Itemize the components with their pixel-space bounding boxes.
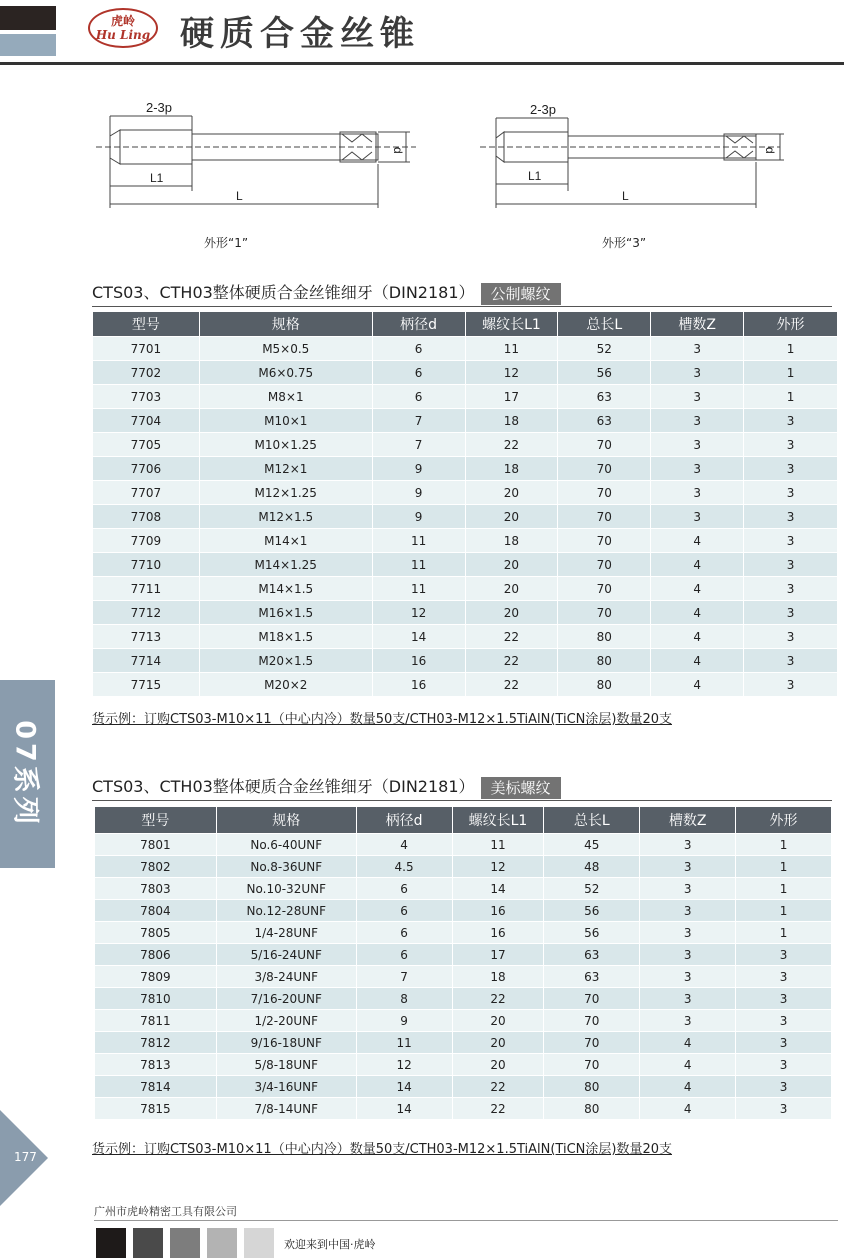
table-cell: 4 bbox=[640, 1032, 736, 1054]
table-cell: M6×0.75 bbox=[199, 361, 372, 385]
table-cell: 7803 bbox=[95, 878, 217, 900]
table-cell: 22 bbox=[452, 1076, 544, 1098]
table-cell: 4 bbox=[651, 601, 744, 625]
table-cell: 16 bbox=[372, 673, 465, 697]
table-cell: 3 bbox=[651, 457, 744, 481]
table-cell: 22 bbox=[465, 433, 558, 457]
diagram-1-l-label: L bbox=[236, 189, 243, 203]
table-cell: M5×0.5 bbox=[199, 337, 372, 361]
table-cell: 63 bbox=[558, 385, 651, 409]
table-cell: 14 bbox=[356, 1076, 452, 1098]
table-row bbox=[95, 966, 832, 988]
table-cell: 9 bbox=[372, 481, 465, 505]
table-cell: 3 bbox=[640, 922, 736, 944]
table-cell: 12 bbox=[452, 856, 544, 878]
table-cell: 7/8-14UNF bbox=[216, 1098, 356, 1120]
table-cell: 7809 bbox=[95, 966, 217, 988]
section-2-order-note: 货示例：订购CTS03-M10×11（中心内冷）数量50支/CTH03-M12×1.5TiAlN(TiCN涂层)数量20支 bbox=[92, 1142, 672, 1157]
table-cell: 80 bbox=[558, 649, 651, 673]
table-cell: 7802 bbox=[95, 856, 217, 878]
table-cell: 9 bbox=[372, 457, 465, 481]
table-cell: M14×1 bbox=[199, 529, 372, 553]
table-cell: 3 bbox=[744, 649, 838, 673]
color-swatch bbox=[96, 1228, 126, 1258]
table-cell: 7806 bbox=[95, 944, 217, 966]
table-cell: 20 bbox=[452, 1010, 544, 1032]
table-row bbox=[93, 361, 838, 385]
table-cell: 7812 bbox=[95, 1032, 217, 1054]
table-cell: M10×1.25 bbox=[199, 433, 372, 457]
table-cell: 7814 bbox=[95, 1076, 217, 1098]
table-cell: 70 bbox=[558, 553, 651, 577]
table-row bbox=[95, 856, 832, 878]
table-cell: 11 bbox=[465, 337, 558, 361]
table-cell: 3 bbox=[736, 1032, 832, 1054]
table-cell: 70 bbox=[558, 457, 651, 481]
footer-company: 广州市虎岭精密工具有限公司 bbox=[94, 1205, 237, 1218]
diagram-3-caption: 外形“3” bbox=[602, 236, 647, 250]
table-cell: 70 bbox=[558, 601, 651, 625]
table-cell: 6 bbox=[372, 385, 465, 409]
table-cell: 7702 bbox=[93, 361, 200, 385]
table-cell: 3 bbox=[744, 433, 838, 457]
table-cell: 7811 bbox=[95, 1010, 217, 1032]
table-cell: 14 bbox=[452, 878, 544, 900]
column-header: 型号 bbox=[95, 807, 217, 834]
table-cell: 6 bbox=[356, 922, 452, 944]
section-1-tag: 公制螺纹 bbox=[481, 283, 561, 305]
table-cell: 63 bbox=[544, 944, 640, 966]
table-header-row bbox=[95, 807, 832, 834]
section-2-title bbox=[92, 774, 561, 799]
table-row bbox=[95, 922, 832, 944]
table-cell: M12×1.25 bbox=[199, 481, 372, 505]
table-cell: 7 bbox=[372, 409, 465, 433]
table-row bbox=[93, 505, 838, 529]
footer-rule bbox=[94, 1220, 838, 1221]
table-cell: 17 bbox=[452, 944, 544, 966]
table-cell: 7707 bbox=[93, 481, 200, 505]
table-row bbox=[95, 834, 832, 856]
table-cell: M14×1.25 bbox=[199, 553, 372, 577]
table-cell: M8×1 bbox=[199, 385, 372, 409]
table-cell: 17 bbox=[465, 385, 558, 409]
section-2-rule bbox=[92, 800, 832, 801]
logo-cn: 虎岭 bbox=[110, 14, 135, 28]
table-row bbox=[95, 878, 832, 900]
table-cell: 3 bbox=[651, 385, 744, 409]
table-cell: 3 bbox=[736, 944, 832, 966]
table-cell: 3 bbox=[651, 409, 744, 433]
table-cell: 3 bbox=[640, 944, 736, 966]
table-cell: 1/2-20UNF bbox=[216, 1010, 356, 1032]
table-row bbox=[93, 553, 838, 577]
table-cell: 7711 bbox=[93, 577, 200, 601]
table-cell: 7/16-20UNF bbox=[216, 988, 356, 1010]
table-cell: 4 bbox=[640, 1076, 736, 1098]
table-cell: 4 bbox=[651, 673, 744, 697]
table-cell: 3 bbox=[651, 505, 744, 529]
table-cell: 16 bbox=[452, 922, 544, 944]
table-cell: M18×1.5 bbox=[199, 625, 372, 649]
table-cell: No.10-32UNF bbox=[216, 878, 356, 900]
table-cell: 16 bbox=[372, 649, 465, 673]
table-row bbox=[93, 433, 838, 457]
table-cell: 12 bbox=[356, 1054, 452, 1076]
table-cell: 7713 bbox=[93, 625, 200, 649]
table-cell: 3 bbox=[744, 481, 838, 505]
table-row bbox=[95, 1076, 832, 1098]
table-cell: 3 bbox=[744, 625, 838, 649]
table-cell: 18 bbox=[465, 409, 558, 433]
table-cell: M12×1 bbox=[199, 457, 372, 481]
series-side-tab bbox=[0, 680, 55, 868]
table-cell: M16×1.5 bbox=[199, 601, 372, 625]
section-1-title bbox=[92, 280, 561, 305]
table-cell: 20 bbox=[452, 1032, 544, 1054]
table-cell: 7715 bbox=[93, 673, 200, 697]
table-cell: 63 bbox=[544, 966, 640, 988]
table-row bbox=[93, 649, 838, 673]
table-cell: 20 bbox=[465, 505, 558, 529]
table-cell: 3 bbox=[651, 361, 744, 385]
table-row bbox=[93, 625, 838, 649]
table-cell: 6 bbox=[356, 944, 452, 966]
table-cell: 5/16-24UNF bbox=[216, 944, 356, 966]
footer-welcome: 欢迎来到中国·虎岭 bbox=[284, 1238, 376, 1251]
table-cell: 3 bbox=[736, 966, 832, 988]
table-row bbox=[93, 409, 838, 433]
table-cell: 7701 bbox=[93, 337, 200, 361]
table-cell: 56 bbox=[544, 922, 640, 944]
table-cell: 3 bbox=[640, 1010, 736, 1032]
table-cell: 7708 bbox=[93, 505, 200, 529]
table-cell: 80 bbox=[544, 1098, 640, 1120]
column-header: 规格 bbox=[216, 807, 356, 834]
table-cell: 3 bbox=[744, 601, 838, 625]
table-header-row bbox=[93, 312, 838, 337]
table-cell: 3 bbox=[744, 673, 838, 697]
table-cell: 3 bbox=[736, 1010, 832, 1032]
table-cell: 3 bbox=[651, 337, 744, 361]
table-cell: 20 bbox=[465, 481, 558, 505]
table-row bbox=[95, 944, 832, 966]
table-cell: 4 bbox=[640, 1054, 736, 1076]
section-2-tag: 美标螺纹 bbox=[481, 777, 561, 799]
table-cell: 56 bbox=[558, 361, 651, 385]
table-cell: 7 bbox=[372, 433, 465, 457]
table-cell: 3 bbox=[640, 966, 736, 988]
diagram-1-d-label: d bbox=[391, 147, 405, 154]
table-cell: M12×1.5 bbox=[199, 505, 372, 529]
table-row bbox=[93, 577, 838, 601]
table-cell: 7710 bbox=[93, 553, 200, 577]
table-cell: 7714 bbox=[93, 649, 200, 673]
diagram-3-pitch-label: 2-3p bbox=[530, 102, 557, 117]
table-cell: 1/4-28UNF bbox=[216, 922, 356, 944]
unf-thread-table bbox=[94, 806, 832, 1120]
table-cell: 3 bbox=[640, 878, 736, 900]
table-cell: 11 bbox=[356, 1032, 452, 1054]
table-cell: 70 bbox=[544, 1054, 640, 1076]
table-cell: 3 bbox=[736, 1054, 832, 1076]
page-title: 硬质合金丝锥 bbox=[180, 14, 420, 54]
table-row bbox=[95, 1032, 832, 1054]
table-cell: 5/8-18UNF bbox=[216, 1054, 356, 1076]
table-cell: 4 bbox=[651, 577, 744, 601]
table-cell: 20 bbox=[465, 577, 558, 601]
table-cell: 6 bbox=[372, 337, 465, 361]
table-cell: M20×1.5 bbox=[199, 649, 372, 673]
table-cell: 3 bbox=[744, 505, 838, 529]
color-swatch bbox=[244, 1228, 274, 1258]
table-cell: 7801 bbox=[95, 834, 217, 856]
table-row bbox=[95, 1054, 832, 1076]
table-cell: 1 bbox=[744, 337, 838, 361]
table-cell: 1 bbox=[744, 361, 838, 385]
table-row bbox=[93, 529, 838, 553]
table-cell: M20×2 bbox=[199, 673, 372, 697]
table-cell: 3 bbox=[651, 481, 744, 505]
column-header: 外形 bbox=[744, 312, 838, 337]
color-swatch bbox=[170, 1228, 200, 1258]
table-cell: 11 bbox=[452, 834, 544, 856]
table-cell: 56 bbox=[544, 900, 640, 922]
table-cell: 3 bbox=[744, 457, 838, 481]
table-row bbox=[93, 601, 838, 625]
table-cell: No.6-40UNF bbox=[216, 834, 356, 856]
column-header: 槽数Z bbox=[640, 807, 736, 834]
table-cell: 22 bbox=[465, 673, 558, 697]
table-cell: 20 bbox=[465, 601, 558, 625]
series-label: 07系列 bbox=[9, 720, 40, 828]
table-cell: 3 bbox=[744, 577, 838, 601]
table-cell: 22 bbox=[465, 649, 558, 673]
header-bar-dark bbox=[0, 6, 56, 30]
table-cell: 7810 bbox=[95, 988, 217, 1010]
table-cell: 70 bbox=[558, 505, 651, 529]
logo-en: Hu Ling bbox=[95, 28, 151, 42]
column-header: 外形 bbox=[736, 807, 832, 834]
header-rule bbox=[0, 62, 844, 65]
color-swatch bbox=[133, 1228, 163, 1258]
table-cell: 70 bbox=[558, 577, 651, 601]
table-row bbox=[93, 481, 838, 505]
table-cell: 7705 bbox=[93, 433, 200, 457]
table-cell: 16 bbox=[452, 900, 544, 922]
table-cell: 12 bbox=[465, 361, 558, 385]
table-cell: 7703 bbox=[93, 385, 200, 409]
column-header: 柄径d bbox=[372, 312, 465, 337]
table-cell: 3 bbox=[640, 856, 736, 878]
section-1-rule bbox=[92, 306, 832, 307]
table-cell: 7815 bbox=[95, 1098, 217, 1120]
table-cell: 45 bbox=[544, 834, 640, 856]
table-cell: 3/4-16UNF bbox=[216, 1076, 356, 1098]
table-cell: 22 bbox=[465, 625, 558, 649]
table-cell: 4 bbox=[651, 553, 744, 577]
table-cell: 4 bbox=[651, 529, 744, 553]
table-cell: 4 bbox=[356, 834, 452, 856]
table-cell: 48 bbox=[544, 856, 640, 878]
column-header: 型号 bbox=[93, 312, 200, 337]
table-cell: 7805 bbox=[95, 922, 217, 944]
table-cell: 7712 bbox=[93, 601, 200, 625]
table-cell: 70 bbox=[558, 433, 651, 457]
table-cell: 70 bbox=[558, 481, 651, 505]
table-cell: 22 bbox=[452, 1098, 544, 1120]
column-header: 螺纹长L1 bbox=[465, 312, 558, 337]
table-cell: 6 bbox=[372, 361, 465, 385]
table-cell: 70 bbox=[544, 1032, 640, 1054]
table-cell: 1 bbox=[736, 900, 832, 922]
table-cell: 70 bbox=[558, 529, 651, 553]
table-row bbox=[95, 1098, 832, 1120]
table-cell: 6 bbox=[356, 900, 452, 922]
column-header: 螺纹长L1 bbox=[452, 807, 544, 834]
table-cell: 63 bbox=[558, 409, 651, 433]
column-header: 规格 bbox=[199, 312, 372, 337]
header-bar-light bbox=[0, 34, 56, 56]
table-cell: 9/16-18UNF bbox=[216, 1032, 356, 1054]
table-cell: 52 bbox=[544, 878, 640, 900]
diagram-1-pitch-label: 2-3p bbox=[146, 100, 173, 115]
table-cell: 3 bbox=[744, 529, 838, 553]
table-cell: 7709 bbox=[93, 529, 200, 553]
table-row bbox=[93, 337, 838, 361]
table-cell: 20 bbox=[452, 1054, 544, 1076]
table-cell: 18 bbox=[465, 529, 558, 553]
table-cell: 3 bbox=[736, 1076, 832, 1098]
column-header: 柄径d bbox=[356, 807, 452, 834]
table-row bbox=[95, 1010, 832, 1032]
table-cell: 11 bbox=[372, 553, 465, 577]
table-cell: 1 bbox=[736, 856, 832, 878]
table-cell: 4 bbox=[640, 1098, 736, 1120]
table-cell: 8 bbox=[356, 988, 452, 1010]
section-2-title-text: CTS03、CTH03整体硬质合金丝锥细牙（DIN2181） bbox=[92, 777, 475, 796]
table-cell: 1 bbox=[744, 385, 838, 409]
table-cell: 3 bbox=[736, 988, 832, 1010]
table-cell: 1 bbox=[736, 834, 832, 856]
tap-diagram-3 bbox=[480, 96, 790, 216]
table-cell: 1 bbox=[736, 922, 832, 944]
table-cell: 3 bbox=[651, 433, 744, 457]
table-cell: 3 bbox=[744, 553, 838, 577]
table-cell: 3 bbox=[640, 988, 736, 1010]
table-cell: 7 bbox=[356, 966, 452, 988]
table-cell: 3 bbox=[736, 1098, 832, 1120]
diagram-3-l1-label: L1 bbox=[528, 169, 542, 183]
table-cell: 22 bbox=[452, 988, 544, 1010]
table-cell: 7704 bbox=[93, 409, 200, 433]
table-cell: 4 bbox=[651, 649, 744, 673]
diagram-3-l-label: L bbox=[622, 189, 629, 203]
table-cell: 4 bbox=[651, 625, 744, 649]
table-cell: 80 bbox=[558, 673, 651, 697]
table-cell: M10×1 bbox=[199, 409, 372, 433]
table-cell: 18 bbox=[452, 966, 544, 988]
table-cell: 11 bbox=[372, 529, 465, 553]
table-cell: 7813 bbox=[95, 1054, 217, 1076]
table-cell: M14×1.5 bbox=[199, 577, 372, 601]
diagram-3-d-label: d bbox=[763, 147, 777, 154]
column-header: 总长L bbox=[544, 807, 640, 834]
table-cell: 18 bbox=[465, 457, 558, 481]
column-header: 总长L bbox=[558, 312, 651, 337]
table-cell: 4.5 bbox=[356, 856, 452, 878]
brand-logo bbox=[88, 8, 158, 48]
metric-thread-table bbox=[92, 311, 838, 697]
diagram-1-l1-label: L1 bbox=[150, 171, 164, 185]
table-cell: 80 bbox=[544, 1076, 640, 1098]
table-cell: 6 bbox=[356, 878, 452, 900]
table-cell: 3/8-24UNF bbox=[216, 966, 356, 988]
table-cell: 70 bbox=[544, 988, 640, 1010]
table-row bbox=[95, 988, 832, 1010]
table-cell: 3 bbox=[744, 409, 838, 433]
table-cell: 1 bbox=[736, 878, 832, 900]
page-number: 177 bbox=[14, 1150, 37, 1164]
table-cell: 11 bbox=[372, 577, 465, 601]
table-cell: 7706 bbox=[93, 457, 200, 481]
table-cell: 80 bbox=[558, 625, 651, 649]
table-row bbox=[93, 673, 838, 697]
table-cell: 14 bbox=[356, 1098, 452, 1120]
color-swatch bbox=[207, 1228, 237, 1258]
column-header: 槽数Z bbox=[651, 312, 744, 337]
table-row bbox=[95, 900, 832, 922]
table-cell: No.12-28UNF bbox=[216, 900, 356, 922]
table-cell: 3 bbox=[640, 900, 736, 922]
table-cell: 7804 bbox=[95, 900, 217, 922]
table-cell: No.8-36UNF bbox=[216, 856, 356, 878]
tap-diagram-1 bbox=[96, 96, 426, 216]
table-row bbox=[93, 457, 838, 481]
table-row bbox=[93, 385, 838, 409]
table-cell: 9 bbox=[356, 1010, 452, 1032]
table-cell: 14 bbox=[372, 625, 465, 649]
table-cell: 52 bbox=[558, 337, 651, 361]
table-cell: 3 bbox=[640, 834, 736, 856]
diagram-1-caption: 外形“1” bbox=[204, 236, 249, 250]
section-1-title-text: CTS03、CTH03整体硬质合金丝锥细牙（DIN2181） bbox=[92, 283, 475, 302]
table-cell: 9 bbox=[372, 505, 465, 529]
section-1-order-note: 货示例：订购CTS03-M10×11（中心内冷）数量50支/CTH03-M12×1.5TiAlN(TiCN涂层)数量20支 bbox=[92, 712, 672, 727]
table-cell: 20 bbox=[465, 553, 558, 577]
table-cell: 12 bbox=[372, 601, 465, 625]
table-cell: 70 bbox=[544, 1010, 640, 1032]
